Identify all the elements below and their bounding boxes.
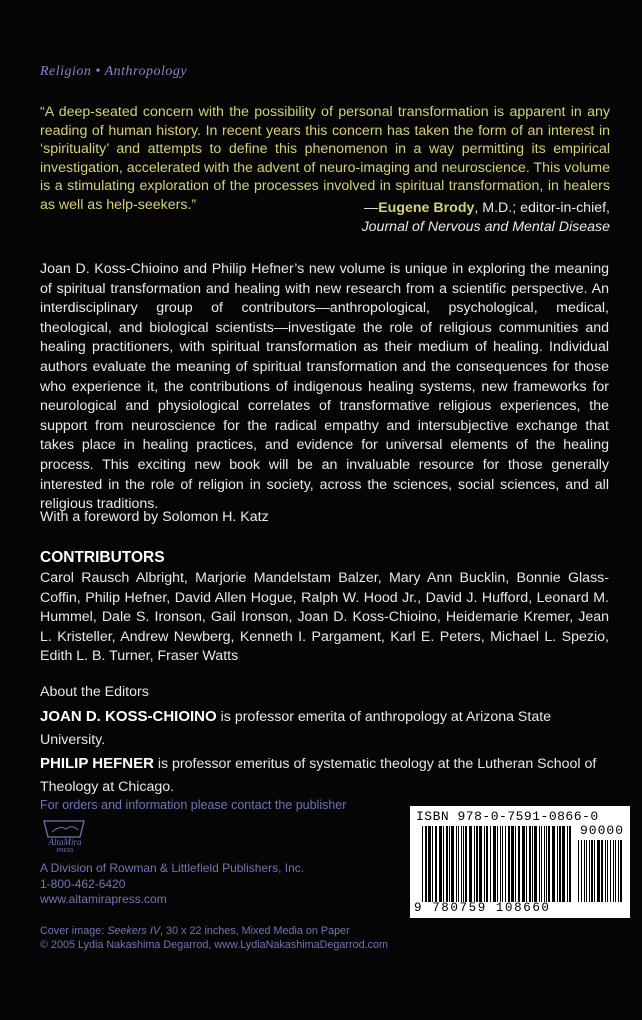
editors-heading: About the Editors bbox=[40, 684, 149, 700]
barcode-bar bbox=[562, 826, 565, 902]
publisher-info bbox=[40, 861, 304, 908]
barcode-bar bbox=[607, 840, 608, 902]
barcode-bar bbox=[435, 826, 437, 902]
barcode-bar bbox=[486, 826, 488, 902]
barcode-bar bbox=[586, 840, 587, 902]
barcode-bar bbox=[548, 826, 550, 902]
barcode-bars bbox=[422, 826, 572, 902]
credit-copyright: © 2005 Lydia Nakashima Degarrod, www.LydiaNakashimaDegarrod.com bbox=[40, 939, 389, 951]
book-description: Joan D. Koss-Chioino and Philip Hefner’s new volume is unique in exploring the meaning of spiritual transformation and healing with new research from a scientific perspective. An interdisciplinary group of contributors—anthropological, psychological, medical, theological, and biological scientists—investigate the role of religious communities and healing practitioners, with spiritual transformation as their medium of healing. Individual authors evaluate the meaning of spiritual transformation and the consequences for those who experience it, the contributions of indigenous healing systems, new frameworks for neurological and physiological correlates of transformative religious experiences, the support from neuroscience for the radical empathy and intersubjective exchange that takes place in healing practices, and evidence for universal elements of the healing process. This exciting new book will be an invaluable resource for those generally interested in the role of religion in society, across the sciences, social sciences, and all religious traditions. bbox=[40, 261, 609, 513]
barcode-bar bbox=[502, 826, 503, 902]
barcode-bar bbox=[581, 840, 582, 902]
attribution-journal: Journal of Nervous and Mental Disease bbox=[361, 219, 610, 235]
contributors-heading: CONTRIBUTORS bbox=[40, 549, 165, 566]
barcode-bar bbox=[610, 840, 611, 902]
barcode-bar bbox=[546, 826, 547, 902]
barcode-bar bbox=[469, 826, 472, 902]
barcode-bar bbox=[613, 840, 614, 902]
publisher-website[interactable]: www.altamirapress.com bbox=[40, 892, 167, 906]
barcode-bar bbox=[493, 826, 496, 902]
barcode-bar bbox=[474, 826, 475, 902]
editor-name-1: JOAN D. KOSS-CHIOINO bbox=[40, 708, 217, 725]
barcode-bar bbox=[584, 840, 585, 902]
barcode-bar bbox=[511, 826, 514, 902]
barcode-bar bbox=[557, 826, 558, 902]
barcode-bar bbox=[451, 826, 454, 902]
altamira-logo bbox=[40, 817, 90, 853]
credit-rest: , 30 x 22 inches, Mixed Media on Paper bbox=[160, 925, 350, 937]
barcode-bar bbox=[529, 826, 531, 902]
category-label: Religion • Anthropology bbox=[40, 64, 188, 79]
barcode-bar bbox=[479, 826, 482, 902]
barcode-bar bbox=[544, 826, 545, 902]
barcode-bar bbox=[567, 826, 568, 902]
barcode-bar bbox=[618, 840, 619, 902]
barcode-bar bbox=[449, 826, 450, 902]
barcode-bar bbox=[500, 826, 501, 902]
publisher-phone: 1-800-462-6420 bbox=[40, 876, 126, 891]
barcode-bar bbox=[432, 826, 433, 902]
barcode-bar bbox=[425, 826, 427, 902]
barcode-bar bbox=[591, 840, 593, 902]
attribution-name: Eugene Brody bbox=[378, 200, 475, 216]
barcode-bar bbox=[508, 826, 510, 902]
barcode-bar bbox=[594, 840, 595, 902]
credit-title: Seekers IV bbox=[107, 925, 161, 937]
isbn-barcode bbox=[410, 806, 630, 918]
credit-prefix: Cover image: bbox=[40, 925, 108, 937]
barcode-bar bbox=[559, 826, 561, 902]
barcode-bar bbox=[522, 826, 525, 902]
barcode-bar bbox=[552, 826, 555, 902]
isbn-text: ISBN 978-0-7591-0866-0 bbox=[416, 809, 599, 824]
logo-text: AltaMira bbox=[48, 837, 82, 847]
barcode-bar bbox=[615, 840, 616, 902]
editor-bio-2: is professor emeritus of systematic theology at the Lutheran School of Theology at Chicago. bbox=[40, 756, 597, 795]
endorsement-attribution bbox=[190, 199, 610, 237]
barcode-bar bbox=[620, 840, 622, 902]
logo-subtext: PRESS bbox=[56, 848, 74, 853]
barcode-bar bbox=[463, 826, 464, 902]
barcode-bar bbox=[428, 826, 431, 902]
attribution-role: , M.D.; editor-in-chief, bbox=[474, 200, 610, 216]
barcode-bar bbox=[439, 826, 442, 902]
barcode-bar bbox=[443, 826, 444, 902]
barcode-bar bbox=[534, 826, 537, 902]
barcode-bar bbox=[484, 826, 485, 902]
barcode-bar bbox=[461, 826, 462, 902]
barcode-bar bbox=[476, 826, 478, 902]
barcode-bar bbox=[541, 826, 542, 902]
cover-credit bbox=[40, 924, 388, 952]
barcode-bar bbox=[497, 826, 498, 902]
barcode-bar bbox=[532, 826, 533, 902]
contributors-list: Carol Rausch Albright, Marjorie Mandelstam Balzer, Mary Ann Bucklin, Bonnie Glass-Coffin, Philip Hefner, David Allen Hogue, Ralph W. Hood Jr., David J. Hufford, Leonard M. Hummel, Dale S. Ironson, Gail Ironson, Joan D. Koss-Chioino, Heidemarie Kremer, Jean L. Kristeller, Andrew Newberg, Kenneth I. Pargament, Karl E. Peters, Michael L. Spezio, Edith L. B. Turner, Fraser Watts bbox=[40, 570, 609, 664]
endorsement-quote: “A deep-seated concern with the possibility of personal transformation is apparent in any reading of human history. In recent years this concern has taken the form of an interest in ‘spirituality’ and attempts to define this phenomenon in a way permitting its empirical investigation, accelerated with the advent of neuro-imaging and neuroscience. This volume is a stimulating exploration of the processes involved in spiritual transformation, in healers as well as help-seekers.” bbox=[40, 104, 610, 213]
barcode-bar bbox=[601, 840, 603, 902]
barcode-bar bbox=[539, 826, 540, 902]
barcode-bar bbox=[605, 840, 606, 902]
barcode-bar bbox=[505, 826, 506, 902]
barcode-bar bbox=[515, 826, 516, 902]
editor-bio-1: is professor emerita of anthropology at Arizona State University. bbox=[40, 709, 552, 748]
barcode-bar bbox=[569, 826, 571, 902]
editor-name-2: PHILIP HEFNER bbox=[40, 755, 154, 772]
barcode-bar bbox=[422, 826, 423, 902]
foreword-note: With a foreword by Solomon H. Katz bbox=[40, 509, 269, 525]
barcode-bar bbox=[578, 840, 579, 902]
orders-note: For orders and information please contact the publisher bbox=[40, 798, 347, 812]
publisher-division: A Division of Rowman & Littlefield Publishers, Inc. bbox=[40, 861, 305, 875]
barcode-addon-bars bbox=[578, 840, 624, 902]
barcode-bar bbox=[597, 840, 600, 902]
barcode-bar bbox=[458, 826, 459, 902]
price-code: 90000 bbox=[579, 823, 624, 838]
barcode-bar bbox=[518, 826, 520, 902]
barcode-bar bbox=[490, 826, 491, 902]
barcode-bar bbox=[526, 826, 527, 902]
barcode-bar bbox=[589, 840, 590, 902]
editors-bios bbox=[40, 705, 610, 799]
ean-number: 9 780759 108660 bbox=[414, 901, 551, 915]
attribution-dash: — bbox=[364, 200, 379, 216]
barcode-bar bbox=[446, 826, 448, 902]
barcode-bar bbox=[465, 826, 467, 902]
barcode-bar bbox=[456, 826, 457, 902]
